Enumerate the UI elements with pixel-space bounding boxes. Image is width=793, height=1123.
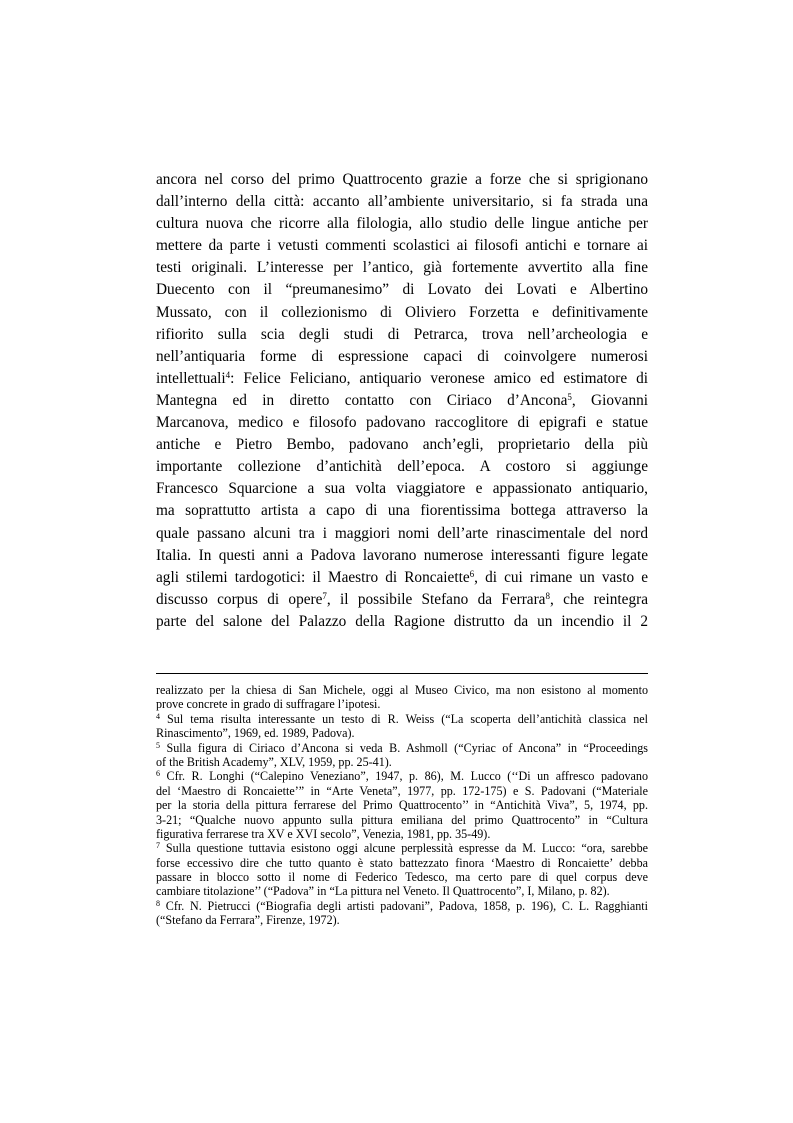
footnote-number: 6: [156, 769, 160, 779]
line-text: : Felice Feliciano, antiquario veronese amico ed estimatore di: [230, 369, 648, 387]
footnote-line: [156, 841, 648, 855]
footnote-text: realizzato per la chiesa di San Michele, oggi al Museo Civico, ma non esistono al momento: [156, 683, 648, 697]
body-line: quale passano alcuni tra i maggiori nomi dell’arte rinascimentale del nord: [156, 524, 648, 542]
body-line: ancora nel corso del primo Quattrocento grazie a forze che si sprigionano: [156, 171, 648, 188]
body-line: dall’interno della città: accanto all’ambiente universitario, si fa strada una: [156, 193, 648, 211]
body-line: [156, 390, 648, 412]
line-text: Mantegna ed in diretto contatto con Ciriaco d’Ancona: [156, 391, 568, 409]
footnote-text: Sulla figura di Ciriaco d’Ancona si veda B. Ashmoll (“Cyriac of Ancona” in “Proceedings: [160, 740, 648, 755]
body-line: Francesco Squarcione a sua volta viaggiatore e appassionato antiquario,: [156, 480, 648, 498]
footnote-line: [156, 913, 648, 927]
footnote-line: [156, 813, 648, 827]
body-line: Duecento con il “preumanesimo” di Lovato dei Lovati e Albertino: [156, 281, 648, 299]
footnote-text: Rinascimento”, 1969, ed. 1989, Padova).: [156, 726, 355, 741]
body-line: [156, 589, 648, 611]
footnote-text: forse eccessivo dire che tutto quanto è stato battezzato finora ‘Maestro di Roncaiette’ debba: [156, 855, 648, 870]
body-line: importante collezione d’antichità dell’epoca. A costoro si aggiunge: [156, 458, 648, 476]
footnote-line: [156, 712, 648, 726]
footnote-line: [156, 856, 648, 870]
footnote-ref: 4: [225, 369, 231, 380]
footnote-ref: 5: [567, 391, 572, 402]
line-text: , di cui rimane un vasto e: [474, 568, 648, 586]
footnote-line: [156, 827, 648, 841]
body-line: mettere da parte i vetusti commenti scolastici ai filosofi antichi e tornare ai: [156, 237, 648, 255]
footnote-text: Sulla questione tuttavia esistono oggi alcune perplessità espresse da M. Lucco: “ora, sarebbe: [160, 841, 648, 856]
body-line: testi originali. L’interesse per l’antico, già fortemente avvertito alla fine: [156, 259, 648, 277]
footnote-number: 5: [156, 740, 160, 750]
body-line: ma soprattutto artista a capo di una fiorentissima bottega attraverso la: [156, 502, 648, 520]
footnotes: [156, 683, 648, 928]
body-line: Italia. In questi anni a Padova lavorano numerose interessanti figure legate: [156, 546, 648, 564]
footnote-line: [156, 798, 648, 812]
footnote-ref: 6: [469, 568, 475, 579]
footnote-line: [156, 769, 648, 783]
body-line: antiche e Pietro Bembo, padovano anch’egli, proprietario della più: [156, 436, 648, 454]
footnote-line: [156, 755, 648, 769]
footnote-text: 3-21; “Qualche nuovo appunto sulla pittura emiliana del primo Quattrocento” in “Cultura: [156, 812, 648, 827]
body-line: [156, 567, 648, 589]
footnote-text: cambiare titolazione’’ (“Padova” in “La pittura nel Veneto. Il Quattrocento”, I, Milano, p. 82).: [156, 884, 610, 899]
footnote-text: del ‘Maestro di Roncaiette’” in “Arte Veneta”, 1977, pp. 172-175) e S. Padovani (“Materiale: [156, 783, 648, 798]
footnote-text: Sul tema risulta interessante un testo di R. Weiss (“La scoperta dell’antichità classica nel: [160, 711, 648, 726]
footnote-separator: [156, 673, 648, 674]
body-line: parte del salone del Palazzo della Ragione distrutto da un incendio il 2: [156, 612, 648, 630]
line-text: discusso corpus di opere: [156, 590, 323, 608]
body-line: [156, 368, 648, 390]
body-line: nell’antiquaria forme di espressione capaci di coinvolgere numerosi: [156, 347, 648, 365]
footnote-text: passare in blocco sotto il nome di Federico Tedesco, ma certo pare di quel corpus deve: [156, 870, 648, 885]
footnote-text: (“Stefano da Ferrara”, Firenze, 1972).: [156, 913, 340, 928]
footnote-number: 8: [156, 898, 160, 908]
line-text: , Giovanni: [571, 391, 648, 409]
body-line: Mussato, con il collezionismo di Oliviero Forzetta e definitivamente: [156, 303, 648, 321]
footnote-text: prove concrete in grado di suffragare l’ipotesi.: [156, 697, 381, 712]
body-text: [156, 169, 648, 633]
line-text: agli stilemi tardogotici: il Maestro di Roncaiette: [156, 568, 470, 586]
footnote-ref: 7: [322, 590, 327, 601]
footnote-text: per la storia della pittura ferrarese del Primo Quattrocento’’ in “Antichità Viva”, 5, 1974, pp.: [156, 798, 648, 813]
footnote-line: [156, 870, 648, 884]
footnote-line: [156, 784, 648, 798]
body-line: rifiorito sulla scia degli studi di Petrarca, trova nell’archeologia e: [156, 325, 648, 343]
body-line: cultura nuova che ricorre alla filologia, allo studio delle lingue antiche per: [156, 215, 648, 233]
footnote-number: 7: [156, 841, 160, 851]
footnote-ref: 8: [545, 590, 550, 601]
footnote-text: Cfr. N. Pietrucci (“Biografia degli artisti padovani”, Padova, 1858, p. 196), C. L. Ragghianti: [160, 898, 648, 913]
footnote-line: [156, 741, 648, 755]
footnote-line: [156, 683, 648, 697]
footnote-text: of the British Academy”, XLV, 1959, pp. 25-41).: [156, 754, 392, 769]
line-text: , il possibile Stefano da Ferrara: [326, 590, 546, 608]
line-text: intellettuali: [156, 369, 226, 387]
line-text: , che reintegra: [549, 590, 648, 608]
footnote-line: [156, 884, 648, 898]
footnote-number: 4: [156, 711, 160, 721]
body-line: Marcanova, medico e filosofo padovano raccoglitore di epigrafi e statue: [156, 414, 648, 432]
footnote-text: Cfr. R. Longhi (“Calepino Veneziano”, 1947, p. 86), M. Lucco (‘‘Di un affresco padovano: [160, 769, 648, 784]
footnote-line: [156, 899, 648, 913]
footnote-line: [156, 726, 648, 740]
footnote-text: figurativa ferrarese tra XV e XVI secolo”, Venezia, 1981, pp. 35-49).: [156, 826, 491, 841]
footnote-line: [156, 697, 648, 711]
